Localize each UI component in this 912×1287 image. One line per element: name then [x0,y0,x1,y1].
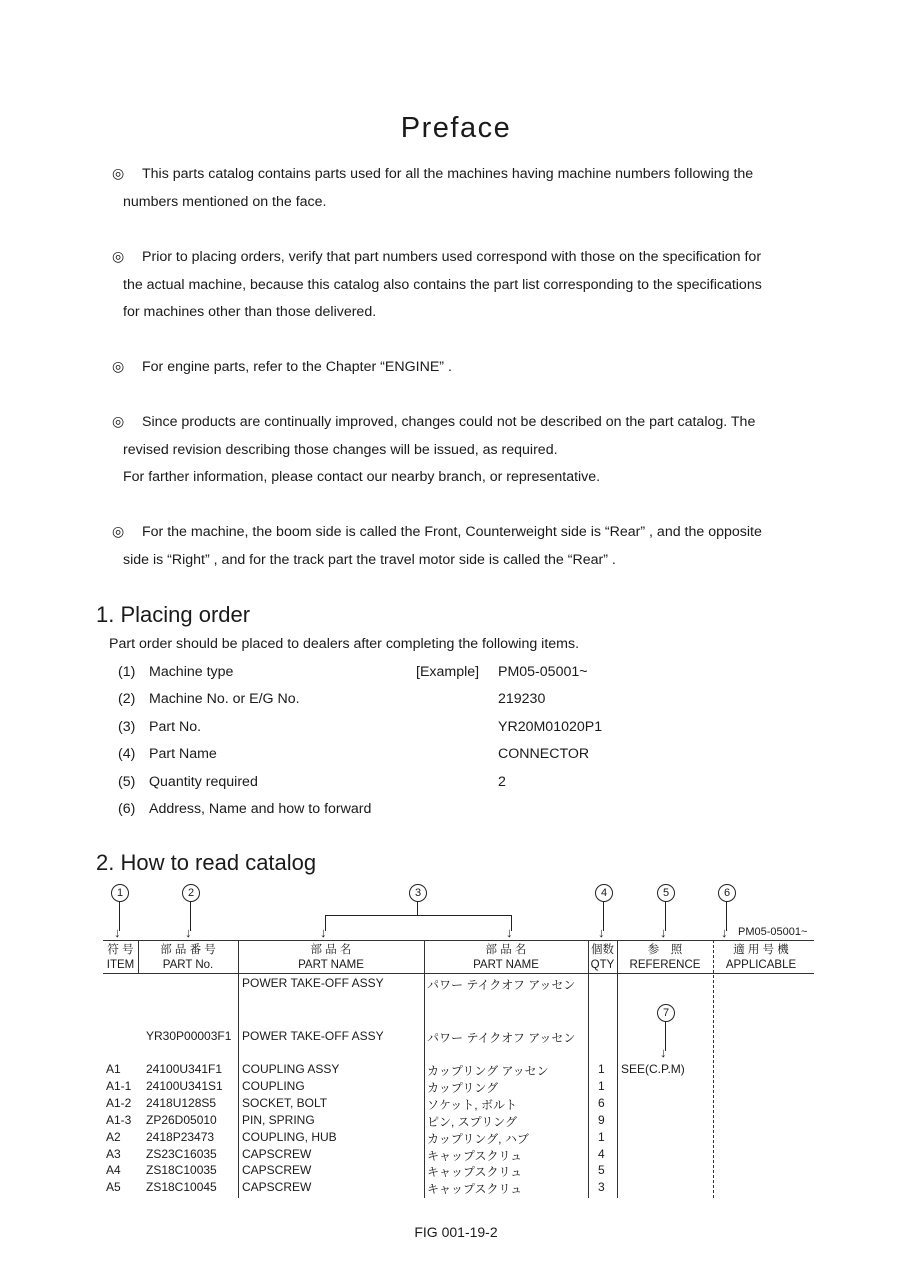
callout-3: 3 [409,884,427,902]
double-circle-icon: ◎ [112,248,125,264]
callout-5: 5 [657,884,675,902]
column-separator [138,940,139,973]
preface-paragraph-2: ◎ Prior to placing orders, verify that part numbers used correspond with those on the specification for the actual machine, because this catalog also contains the part list corresponding to the specifications for machines other than those delivered. [112,243,822,327]
order-item: (2) Machine No. or E/G No. 219230 [118,691,546,707]
order-item: (3) Part No. YR20M01020P1 [118,719,603,735]
figure-number: FIG 001-19-2 [414,1224,498,1240]
callout-6: 6 [718,884,736,902]
down-arrow-icon: ↓ [598,925,605,940]
callout-7: 7 [657,1004,675,1022]
preface-paragraph-3: ◎ For engine parts, refer to the Chapter “ENGINE” . [112,353,822,382]
order-item: (6) Address, Name and how to forward [118,801,372,817]
callout-2: 2 [182,884,200,902]
double-circle-icon: ◎ [112,358,125,374]
column-header: 部 品 番 号 PART No. [160,944,216,971]
order-item: (4) Part Name CONNECTOR [118,746,590,762]
callout-4: 4 [595,884,613,902]
column-separator [713,940,714,1198]
double-circle-icon: ◎ [112,165,125,181]
callout-bracket [325,915,511,916]
placing-order-intro: Part order should be placed to dealers after completing the following items. [109,636,580,652]
column-separator [617,940,618,1198]
column-separator [588,940,589,1198]
column-header: 適 用 号 機 APPLICABLE [725,944,797,971]
double-circle-icon: ◎ [112,413,125,429]
column-header: 個数 QTY [590,944,615,971]
column-header: 部 品 名 PART NAME [473,944,539,971]
callout-1: 1 [111,884,129,902]
down-arrow-icon: ↓ [320,925,327,940]
column-header: 符 号 ITEM [106,944,135,971]
column-separator [424,940,425,1198]
order-item: (5) Quantity required 2 [118,774,506,790]
section-heading-placing-order: 1. Placing order [96,602,251,627]
down-arrow-icon: ↓ [721,925,728,940]
down-arrow-icon: ↓ [114,925,121,940]
down-arrow-icon: ↓ [185,925,192,940]
callout-line [417,901,418,915]
order-item: (1) Machine type [Example] PM05-05001~ [118,664,588,680]
column-header: 参 照 REFERENCE [629,944,701,971]
preface-paragraph-4: ◎ Since products are continually improved, changes could not be described on the part catalog. The revised revision describing those changes will be issued, as required. For farther information, please contact our nearby branch, or representative. [112,408,822,492]
column-header: 部 品 名 PART NAME [298,944,364,971]
table-header-rule [103,973,814,974]
preface-paragraph-5: ◎ For the machine, the boom side is called the Front, Counterweight side is “Rear” , and the opposite side is “Right” , and for the track part the travel motor side is called the “Rear” . [112,518,822,574]
table-top-rule [103,940,814,941]
double-circle-icon: ◎ [112,523,125,539]
column-separator [238,940,239,1198]
down-arrow-icon: ↓ [506,925,513,940]
page-title: Preface [400,112,512,144]
section-heading-how-to-read: 2. How to read catalog [96,850,317,875]
preface-paragraph-1: ◎ This parts catalog contains parts used for all the machines having machine numbers following the numbers mentioned on the face. [112,160,822,216]
example-label: [Example] [416,664,480,680]
down-arrow-icon: ↓ [660,925,667,940]
applicable-sample: PM05-05001~ [738,926,808,938]
down-arrow-icon: ↓ [660,1045,667,1060]
